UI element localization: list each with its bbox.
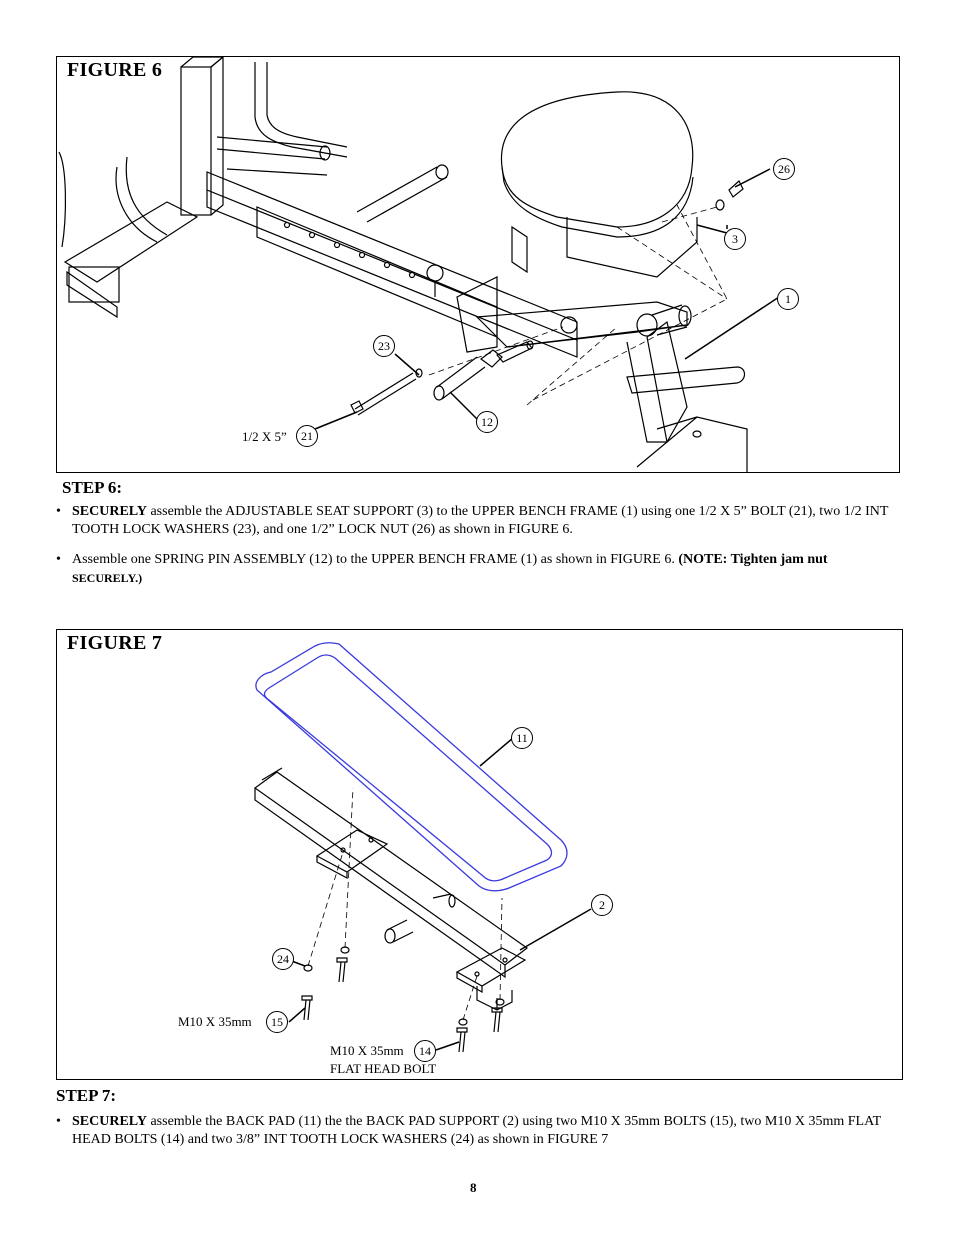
callout-2: 2	[591, 894, 613, 916]
step-7-item-1	[56, 1113, 906, 1149]
step-7-title: STEP 7:	[56, 1086, 116, 1105]
callout-14: 14	[414, 1040, 436, 1062]
bolt-14-sublabel: FLAT HEAD BOLT	[330, 1061, 437, 1076]
note-text: (NOTE: Tighten jam nut	[678, 552, 828, 567]
figure-7-drawing	[57, 630, 902, 1079]
bolt-size-label: 1/2 X 5”	[242, 429, 287, 444]
bullet: •	[56, 1114, 61, 1129]
bullet: •	[56, 552, 61, 567]
emphasis-text: SECURELY	[72, 1114, 147, 1129]
step-6-item-1	[56, 503, 901, 539]
callout-15: 15	[266, 1011, 288, 1033]
bolt-15-label: M10 X 35mm	[178, 1014, 252, 1029]
callout-3: 3	[724, 228, 746, 250]
step-6-item-2	[56, 551, 901, 588]
page-number: 8	[470, 1180, 477, 1195]
callout-26: 26	[773, 158, 795, 180]
bullet: •	[56, 504, 61, 519]
figure-6-panel	[56, 56, 900, 473]
callout-1: 1	[777, 288, 799, 310]
instruction-text: Assemble one SPRING PIN ASSEMBLY (12) to the UPPER BENCH FRAME (1) as shown in FIGURE 6.	[72, 552, 679, 567]
instruction-text: assemble the BACK PAD (11) the the BACK PAD SUPPORT (2) using two M10 X 35mm BOLTS (15), two M10 X 35mm FLAT HEAD BOLTS (14) and two 3/8” INT TOOTH LOCK WASHERS (24) as shown in FIGURE 7	[72, 1114, 881, 1147]
callout-21: 21	[296, 425, 318, 447]
callout-11: 11	[511, 727, 533, 749]
figure-7-panel	[56, 629, 903, 1080]
callout-12: 12	[476, 411, 498, 433]
callout-24: 24	[272, 948, 294, 970]
instruction-text: assemble the ADJUSTABLE SEAT SUPPORT (3) to the UPPER BENCH FRAME (1) using one 1/2 X 5” BOLT (21), two 1/2 INT TOOTH LOCK WASHERS (23), and one 1/2” LOCK NUT (26) as shown in FIGURE 6.	[72, 504, 889, 537]
emphasis-text: SECURELY	[72, 504, 147, 519]
callout-23: 23	[373, 335, 395, 357]
step-6-title: STEP 6:	[62, 478, 122, 497]
bolt-14-label: M10 X 35mm	[330, 1043, 404, 1058]
figure-6-title: FIGURE 6	[67, 59, 166, 82]
figure-7-title: FIGURE 7	[67, 632, 166, 655]
figure-6-drawing	[57, 57, 899, 472]
note-text-continued: SECURELY.)	[72, 571, 143, 585]
